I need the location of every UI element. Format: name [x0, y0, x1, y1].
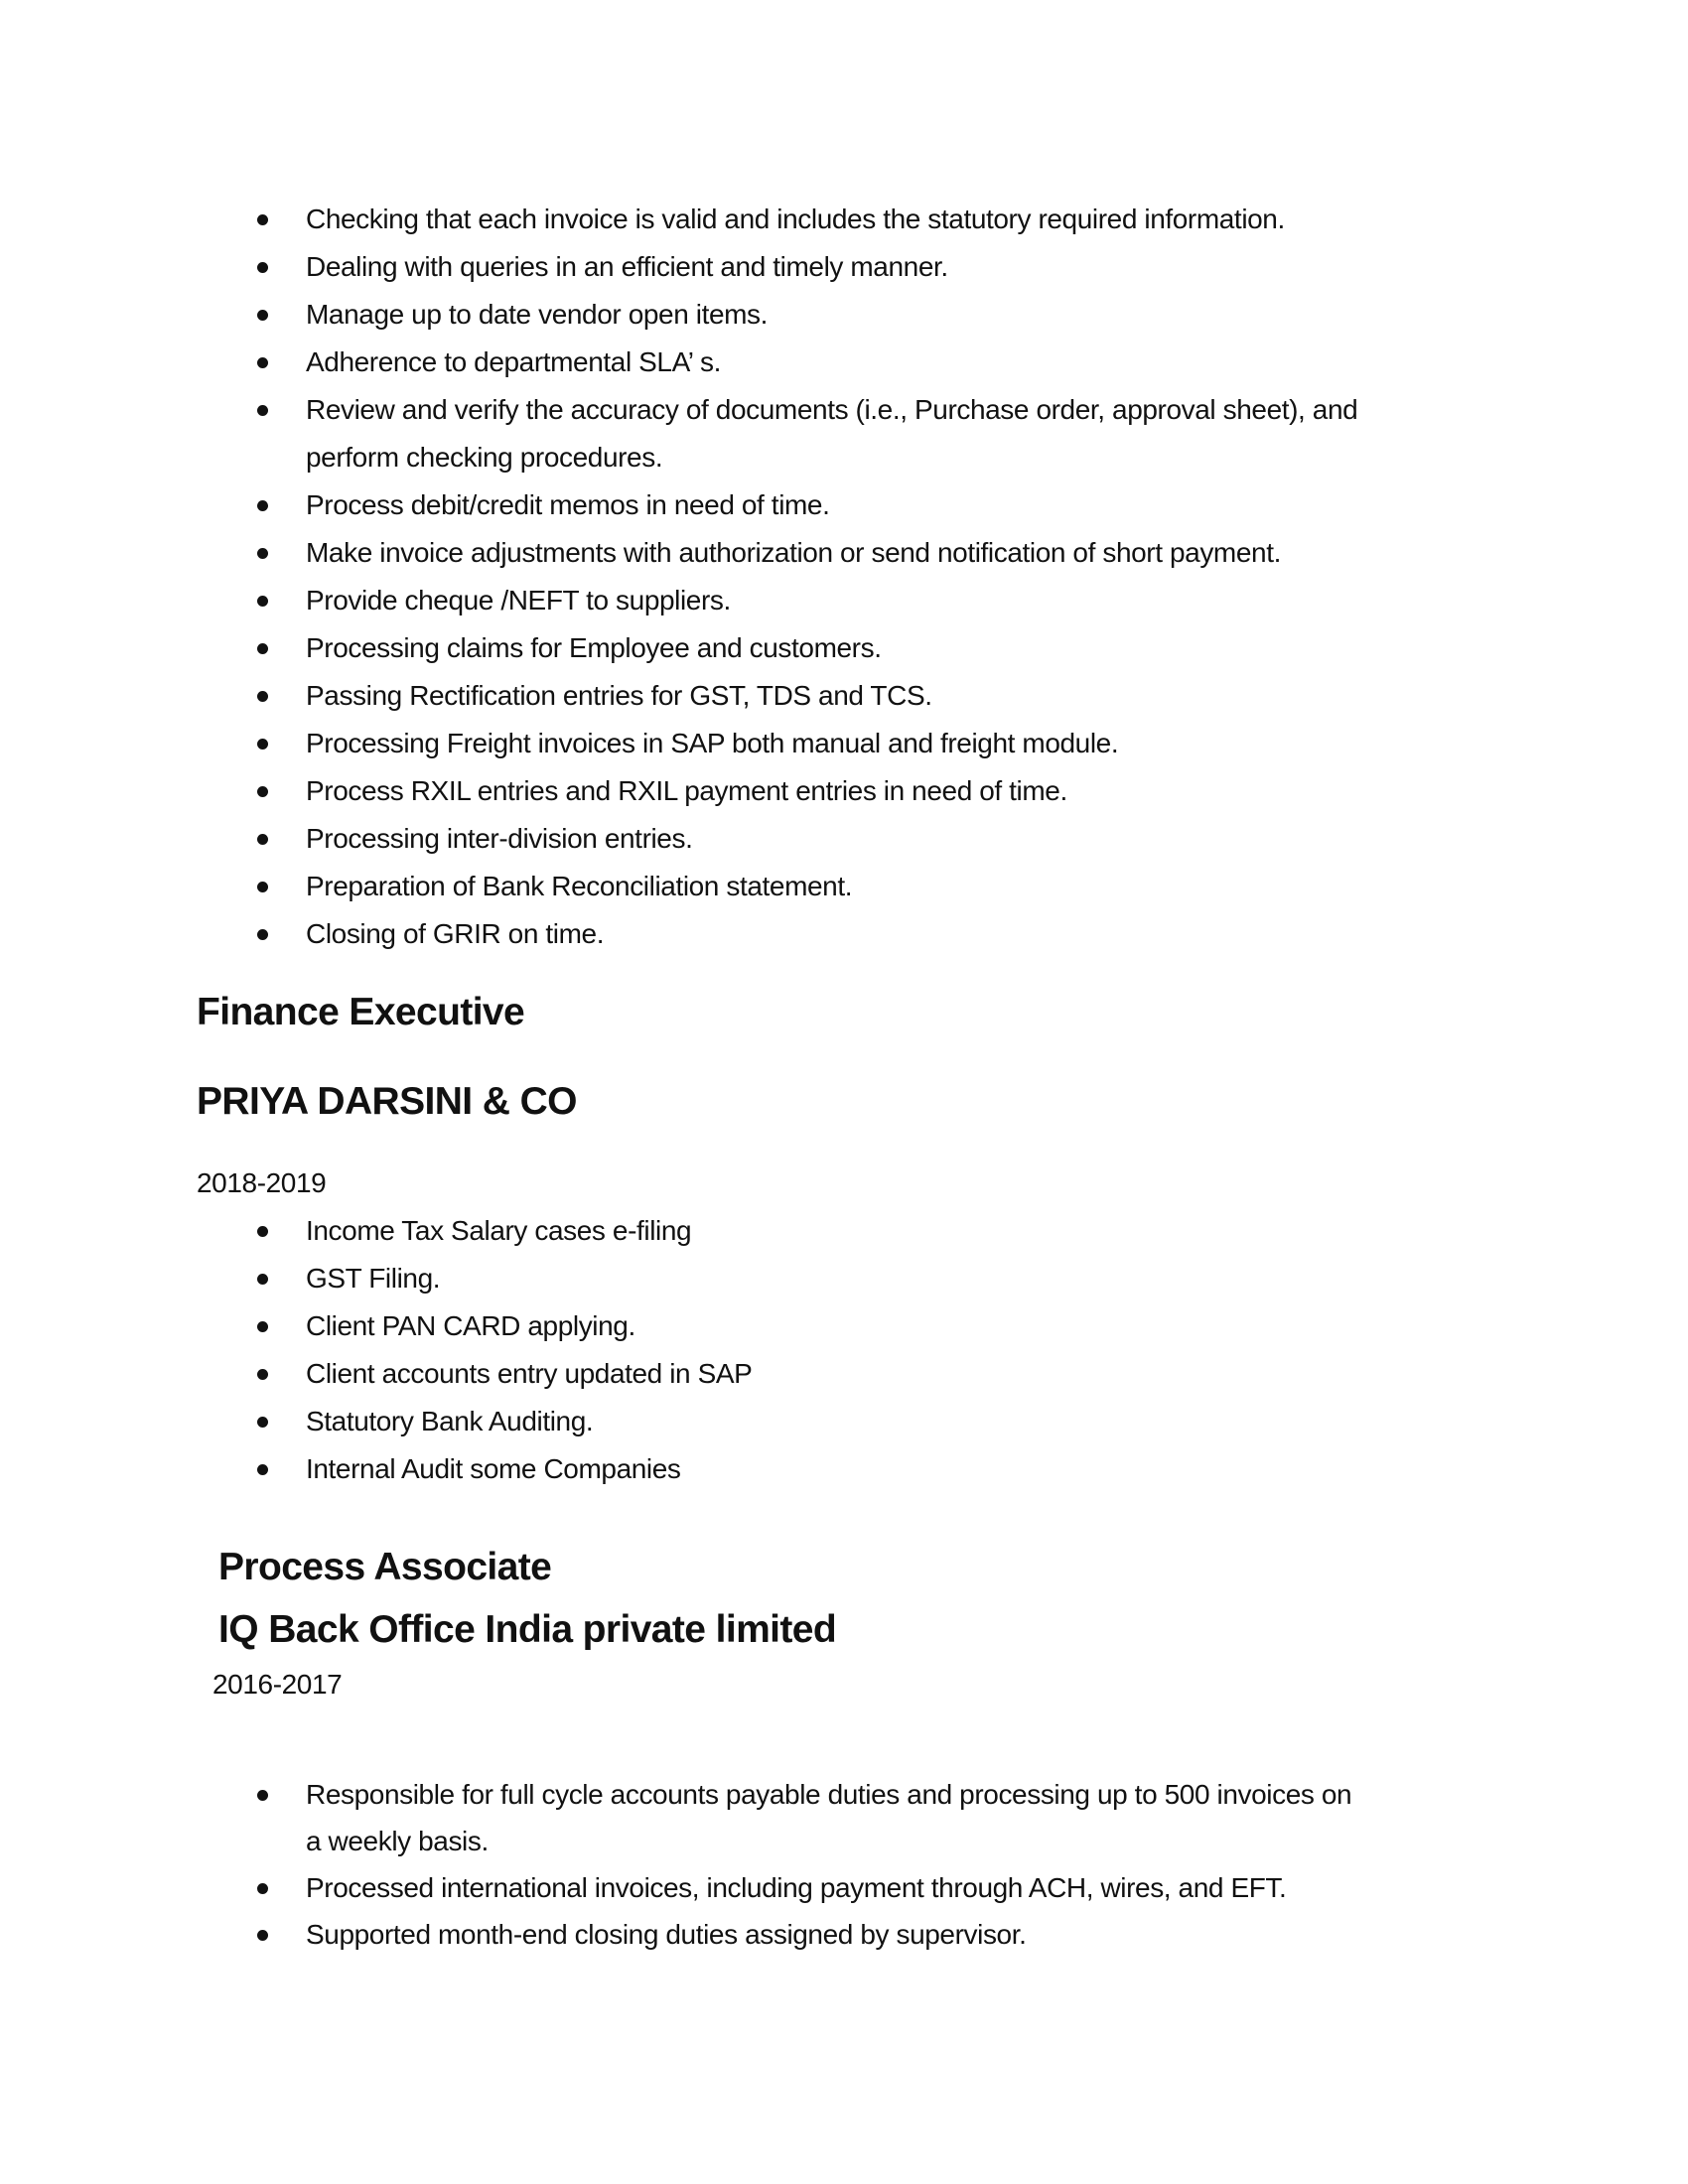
- bullet-icon: [257, 1226, 268, 1237]
- company-name-priya-darsini: PRIYA DARSINI & CO: [197, 1080, 577, 1123]
- bullet-icon: [257, 691, 268, 702]
- list-item: Processing claims for Employee and customers.: [306, 632, 882, 663]
- job-title-process-associate: Process Associate: [218, 1546, 552, 1588]
- job-title-finance-executive: Finance Executive: [197, 991, 525, 1033]
- list-item: Client accounts entry updated in SAP: [306, 1358, 753, 1389]
- list-item: Closing of GRIR on time.: [306, 918, 605, 949]
- job-years-2018-2019: 2018-2019: [197, 1167, 327, 1198]
- bullet-icon: [257, 596, 268, 607]
- job-years-2016-2017: 2016-2017: [212, 1669, 343, 1700]
- bullet-icon: [257, 739, 268, 750]
- list-item-continuation: perform checking procedures.: [306, 442, 663, 473]
- list-item: Review and verify the accuracy of documents (i.e., Purchase order, approval sheet), and: [306, 394, 1358, 425]
- bullet-icon: [257, 929, 268, 940]
- bullet-icon: [257, 310, 268, 321]
- list-item: Responsible for full cycle accounts payable duties and processing up to 500 invoices on: [306, 1779, 1352, 1810]
- list-item: Income Tax Salary cases e-filing: [306, 1215, 692, 1246]
- bullet-icon: [257, 548, 268, 559]
- bullet-icon: [257, 1930, 268, 1941]
- company-name-iq-back-office: IQ Back Office India private limited: [218, 1608, 837, 1651]
- bullet-icon: [257, 405, 268, 416]
- bullet-icon: [257, 1321, 268, 1332]
- list-item: Supported month-end closing duties assigned by supervisor.: [306, 1919, 1027, 1950]
- bullet-icon: [257, 643, 268, 654]
- list-item: GST Filing.: [306, 1263, 441, 1294]
- list-item: Processing Freight invoices in SAP both manual and freight module.: [306, 728, 1119, 758]
- bullet-icon: [257, 1369, 268, 1380]
- bullet-icon: [257, 262, 268, 273]
- list-item: Dealing with queries in an efficient and timely manner.: [306, 251, 948, 282]
- bullet-icon: [257, 214, 268, 225]
- list-item: Adherence to departmental SLA’ s.: [306, 346, 721, 377]
- list-item-continuation: a weekly basis.: [306, 1826, 489, 1856]
- list-item: Manage up to date vendor open items.: [306, 299, 769, 330]
- bullet-icon: [257, 1790, 268, 1801]
- bullet-icon: [257, 357, 268, 368]
- list-item: Provide cheque /NEFT to suppliers.: [306, 585, 731, 615]
- list-item: Passing Rectification entries for GST, TDS and TCS.: [306, 680, 932, 711]
- bullet-icon: [257, 500, 268, 511]
- list-item: Processing inter-division entries.: [306, 823, 693, 854]
- bullet-icon: [257, 882, 268, 892]
- list-item: Client PAN CARD applying.: [306, 1310, 635, 1341]
- list-item: Processed international invoices, including payment through ACH, wires, and EFT.: [306, 1872, 1287, 1903]
- bullet-icon: [257, 1464, 268, 1475]
- list-item: Process debit/credit memos in need of time.: [306, 489, 830, 520]
- list-item: Internal Audit some Companies: [306, 1453, 681, 1484]
- bullet-icon: [257, 834, 268, 845]
- list-item: Preparation of Bank Reconciliation statement.: [306, 871, 853, 901]
- list-item: Process RXIL entries and RXIL payment entries in need of time.: [306, 775, 1067, 806]
- bullet-icon: [257, 1883, 268, 1894]
- bullet-icon: [257, 1417, 268, 1428]
- bullet-icon: [257, 786, 268, 797]
- list-item: Checking that each invoice is valid and includes the statutory required information.: [306, 204, 1285, 234]
- list-item: Make invoice adjustments with authorization or send notification of short payment.: [306, 537, 1281, 568]
- bullet-icon: [257, 1274, 268, 1285]
- list-item: Statutory Bank Auditing.: [306, 1406, 594, 1436]
